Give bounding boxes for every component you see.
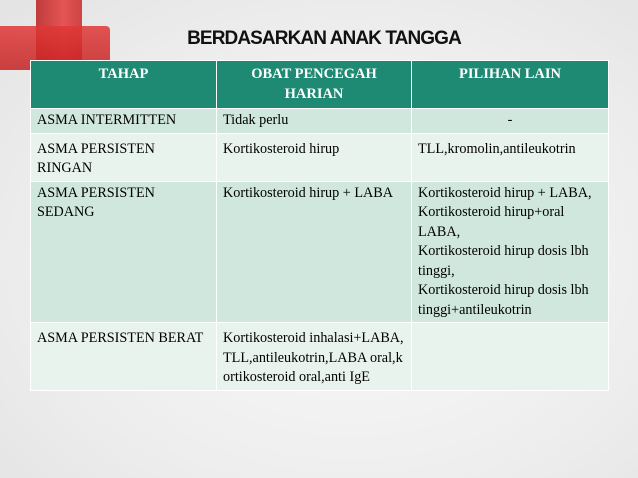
cell-obat: Kortikosteroid hirup + LABA — [217, 181, 412, 323]
table-row — [31, 109, 609, 134]
cell-pilihan: TLL,kromolin,antileukotrin — [412, 133, 609, 181]
cell-obat: Tidak perlu — [217, 109, 412, 134]
table-row — [31, 133, 609, 181]
table-header-row — [31, 61, 609, 109]
cell-pilihan: Kortikosteroid hirup + LABA, Kortikosteroid hirup+oral LABA, Kortikosteroid hirup dosis lbh tinggi, Kortikosteroid hirup dosis lbh tinggi+antileukotrin — [412, 181, 609, 323]
cell-tahap: ASMA INTERMITTEN — [31, 109, 217, 134]
table-row — [31, 181, 609, 323]
cell-tahap: ASMA PERSISTEN BERAT — [31, 323, 217, 391]
slide-title: BERDASARKAN ANAK TANGGA — [187, 28, 461, 49]
header-pilihan-lain: PILIHAN LAIN — [412, 61, 609, 109]
cell-pilihan — [412, 323, 609, 391]
header-tahap: TAHAP — [31, 61, 217, 109]
table-row — [31, 323, 609, 391]
cell-obat: Kortikosteroid hirup — [217, 133, 412, 181]
cell-tahap: ASMA PERSISTEN RINGAN — [31, 133, 217, 181]
asthma-treatment-table — [30, 60, 609, 391]
header-obat-pencegah: OBAT PENCEGAH HARIAN — [217, 61, 412, 109]
cell-obat: Kortikosteroid inhalasi+LABA,TLL,antileukotrin,LABA oral,kortikosteroid oral,anti IgE — [217, 323, 412, 391]
cell-tahap: ASMA PERSISTEN SEDANG — [31, 181, 217, 323]
cell-pilihan: - — [412, 109, 609, 134]
